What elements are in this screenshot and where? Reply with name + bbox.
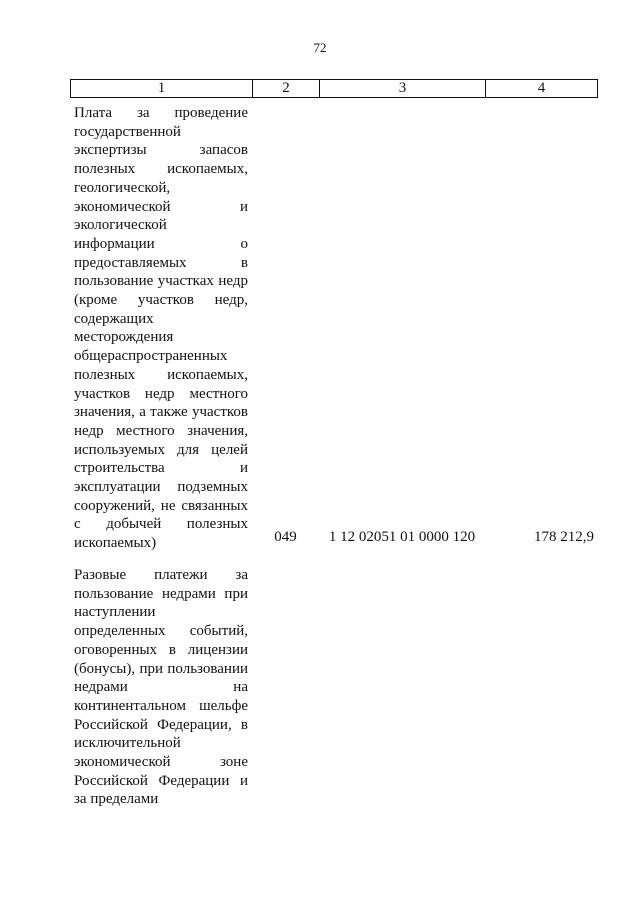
row-description: Плата за проведение государственной экспертизы запасов полезных ископаемых, геологической, экономической и экологической информации о предоставляемых в пользование участках недр (кроме участков недр, содержащих месторождения общераспространенных полезных ископаемых, участков недр местного значения, а также участков недр местного значения, используемых для целей строительства и эксплуатации подземных сооружений, не связанных с добычей полезных ископаемых) (74, 105, 248, 552)
table-header-row (70, 79, 598, 98)
table-header-col-3: 3 (320, 80, 486, 97)
row-kbk: 1 12 02051 01 0000 120 (328, 529, 476, 545)
row-description: Разовые платежи за пользование недрами при наступлении определенных событий, оговоренных в лицензии (бонусы), при пользовании недрами на континентальном шельфе Российской Федерации, в исключительной экономической зоне Российской Федерации и за пределами (74, 567, 248, 808)
page-number: 72 (313, 40, 327, 55)
row-code: 049 (274, 529, 297, 545)
table-header-col-1: 1 (71, 80, 253, 97)
row-amount: 178 212,9 (534, 529, 594, 545)
table-header-col-4: 4 (537, 80, 546, 96)
table-header-col-2: 2 (253, 80, 320, 97)
